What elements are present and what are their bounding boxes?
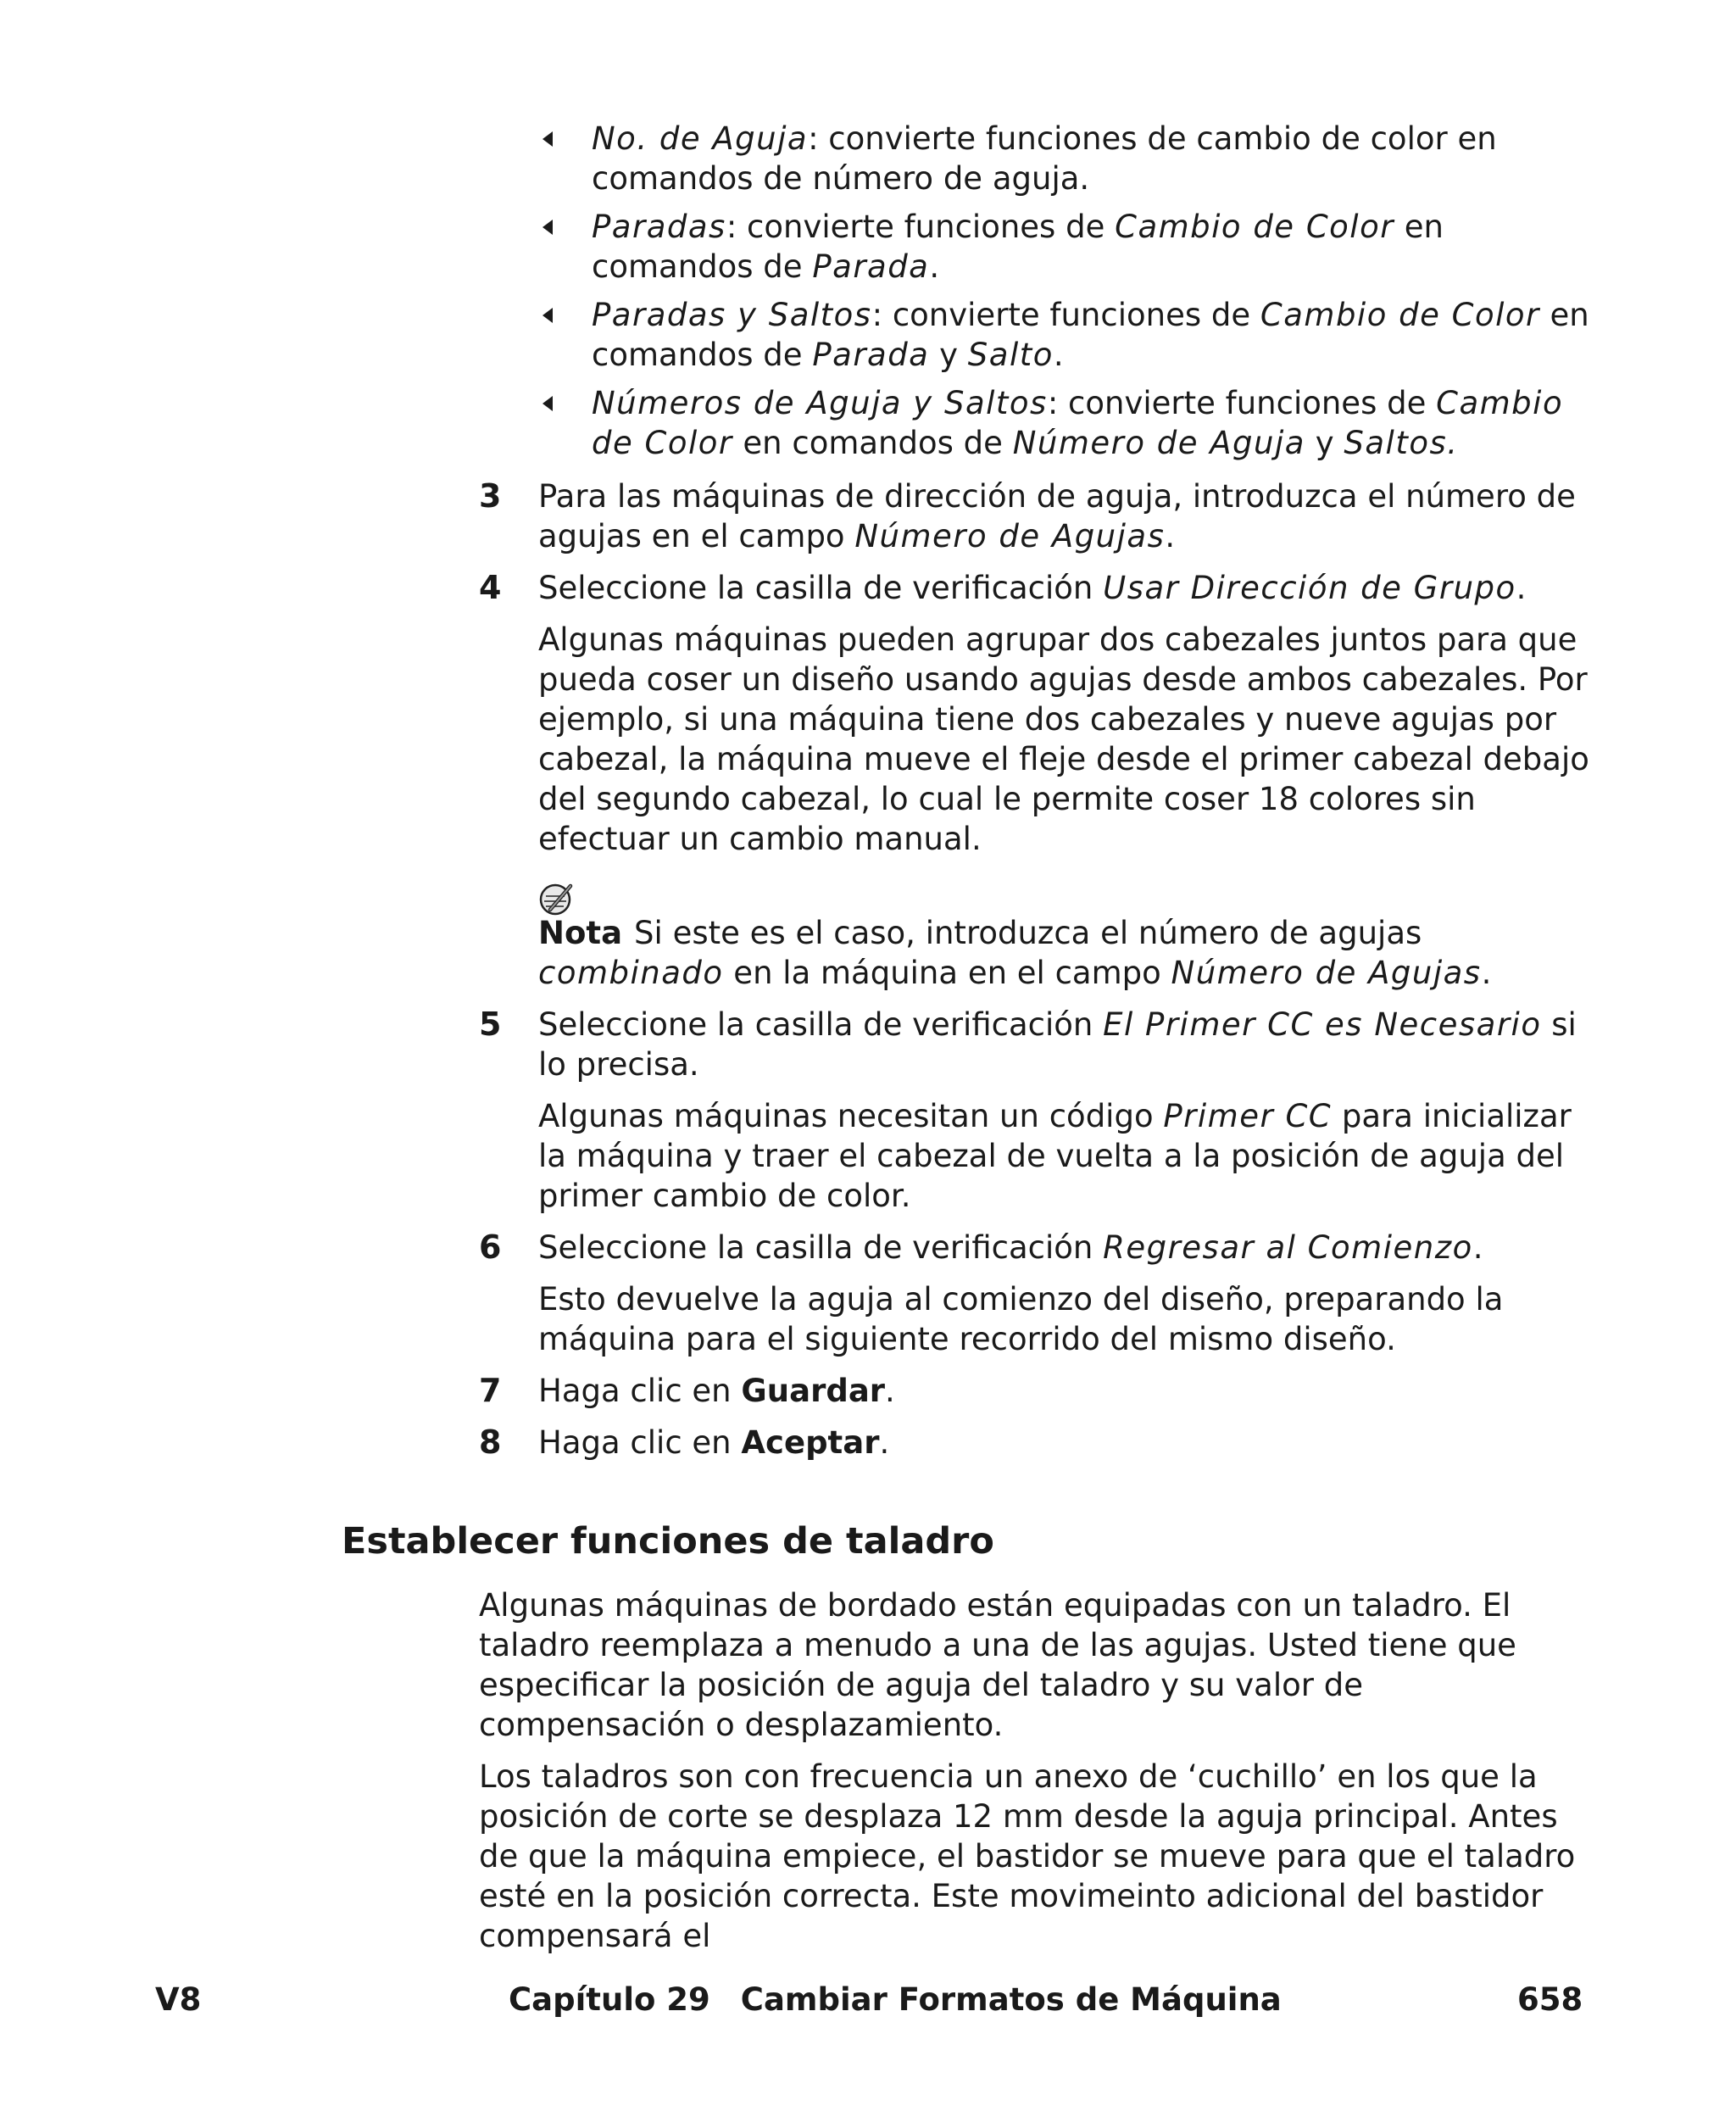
step-6-paragraph: Esto devuelve la aguja al comienzo del diseño, preparando la máquina para el siguiente recorrido del mismo diseño. — [538, 1281, 1504, 1357]
step-text: Para las máquinas de dirección de aguja, introduzca el número de agujas en el campo — [538, 478, 1576, 554]
step-list — [479, 476, 1598, 1474]
button-reference: Aceptar — [741, 1424, 880, 1461]
bullet-term: Paradas — [592, 209, 726, 245]
step-6 — [479, 1228, 1598, 1267]
bullet-text: : convierte funciones de — [1047, 385, 1437, 421]
field-name: Número de Agujas — [1171, 955, 1482, 991]
step-4 — [479, 568, 1598, 608]
bullet-term: Parada — [812, 337, 930, 373]
step-text-end: . — [879, 1424, 890, 1461]
step-text-end: . — [885, 1373, 895, 1409]
bullet-text: : convierte funciones de — [726, 209, 1116, 245]
bullet-term: No. de Aguja — [592, 120, 809, 157]
step-number: 8 — [479, 1423, 502, 1461]
bullet-term: Cambio de Color — [592, 385, 1564, 461]
bullet-list — [542, 119, 1594, 471]
footer-version: V8 — [155, 1981, 202, 2018]
bullet-text: en comandos de — [592, 209, 1444, 285]
field-name: El Primer CC es Necesario — [1103, 1006, 1542, 1043]
step-number: 3 — [479, 477, 502, 515]
step-number: 5 — [479, 1006, 502, 1043]
bullet-term: Salto — [967, 337, 1054, 373]
bullet-item-no-de-aguja — [542, 119, 1594, 198]
section-paragraph-2: Los taladros son con frecuencia un anexo de ‘cuchillo’ en los que la posición de corte se desplaza 12 mm desde la aguja principal. Antes de que la máquina empiece, el bastidor se mueve para que el taladro esté en la posición correcta. Este movimeinto adicional del bastidor compensará el — [479, 1758, 1576, 1954]
step-7 — [479, 1371, 1598, 1411]
bullet-text: . — [1053, 337, 1064, 373]
section-paragraph-1: Algunas máquinas de bordado están equipadas con un taladro. El taladro reemplaza a menudo a una de las agujas. Usted tiene que especificar la posición de aguja del taladro y su valor de compensación o desplazamiento. — [479, 1587, 1516, 1743]
bullet-term: Parada — [812, 248, 930, 285]
step-8 — [479, 1423, 1598, 1462]
bullet-text: en comandos de — [592, 297, 1589, 373]
note-text: en la máquina en el campo — [723, 955, 1171, 991]
note-block — [479, 881, 1598, 993]
field-name: Usar Dirección de Grupo — [1103, 570, 1516, 606]
note-text: Si este es el caso, introduzca el número de agujas — [634, 915, 1422, 951]
triangle-bullet-icon — [542, 220, 553, 235]
step-number: 6 — [479, 1228, 502, 1266]
bullet-term: Número de Aguja — [1012, 425, 1305, 461]
bullet-term: Cambio de Color — [1260, 297, 1540, 333]
bullet-text: y — [929, 337, 968, 373]
step-text: Haga clic en — [538, 1424, 742, 1461]
section-body — [479, 1585, 1598, 1968]
bullet-term: Cambio de Color — [1115, 209, 1394, 245]
step-text: Seleccione la casilla de verificación — [538, 1229, 1104, 1266]
step-text-end: . — [1516, 570, 1527, 606]
step-5 — [479, 1005, 1598, 1084]
step-number: 7 — [479, 1372, 502, 1409]
field-name: Regresar al Comienzo — [1103, 1229, 1473, 1266]
bullet-text: en comandos de — [732, 425, 1013, 461]
step-3 — [479, 476, 1598, 556]
field-name: Primer CC — [1163, 1098, 1333, 1134]
footer-chapter — [509, 1980, 1282, 2020]
step-text: Haga clic en — [538, 1373, 742, 1409]
bullet-item-paradas-y-saltos — [542, 295, 1594, 375]
bullet-term: Números de Aguja y Saltos — [592, 385, 1048, 421]
button-reference: Guardar — [741, 1373, 886, 1409]
step-text: Seleccione la casilla de verificación — [538, 1006, 1104, 1043]
field-name: Número de Agujas — [854, 518, 1166, 554]
note-label: Nota — [538, 915, 623, 951]
step-text-end: . — [1165, 518, 1176, 554]
bullet-text: . — [929, 248, 940, 285]
section-heading: Establecer funciones de taladro — [342, 1520, 994, 1563]
step-number: 4 — [479, 569, 502, 606]
triangle-bullet-icon — [542, 131, 553, 147]
note-pencil-icon — [538, 881, 576, 918]
step-text-end: . — [1472, 1229, 1483, 1266]
footer-chapter-number: Capítulo 29 — [509, 1981, 710, 2018]
bullet-item-numeros-de-aguja-y-saltos — [542, 383, 1594, 463]
bullet-term: Paradas y Saltos — [592, 297, 872, 333]
bullet-text: : convierte funciones de cambio de color en comandos de número de aguja. — [592, 120, 1497, 197]
triangle-bullet-icon — [542, 308, 553, 323]
bullet-text: y — [1305, 425, 1344, 461]
paragraph-text: Algunas máquinas necesitan un código — [538, 1098, 1164, 1134]
bullet-text: : convierte funciones de — [871, 297, 1260, 333]
triangle-bullet-icon — [542, 396, 553, 411]
paragraph-text: para inicializar la máquina y traer el cabezal de vuelta a la posición de aguja del primer cambio de color. — [538, 1098, 1572, 1214]
footer-chapter-title: Cambiar Formatos de Máquina — [740, 1981, 1282, 2018]
bullet-term: Saltos. — [1344, 425, 1459, 461]
footer-page-number: 658 — [1517, 1981, 1583, 2018]
bullet-item-paradas — [542, 207, 1594, 287]
step-text-end: si lo precisa. — [538, 1006, 1577, 1083]
note-emphasis: combinado — [538, 955, 724, 991]
step-text: Seleccione la casilla de verificación — [538, 570, 1104, 606]
note-text-end: . — [1481, 955, 1492, 991]
step-4-paragraph: Algunas máquinas pueden agrupar dos cabezales juntos para que pueda coser un diseño usando agujas desde ambos cabezales. Por ejemplo, si una máquina tiene dos cabezales y nueve agujas por cabezal, la máquina mueve el fleje desde el primer cabezal debajo del segundo cabezal, lo cual le permite coser 18 colores sin efectuar un cambio manual. — [538, 621, 1589, 857]
step-5-paragraph — [479, 1096, 1598, 1216]
